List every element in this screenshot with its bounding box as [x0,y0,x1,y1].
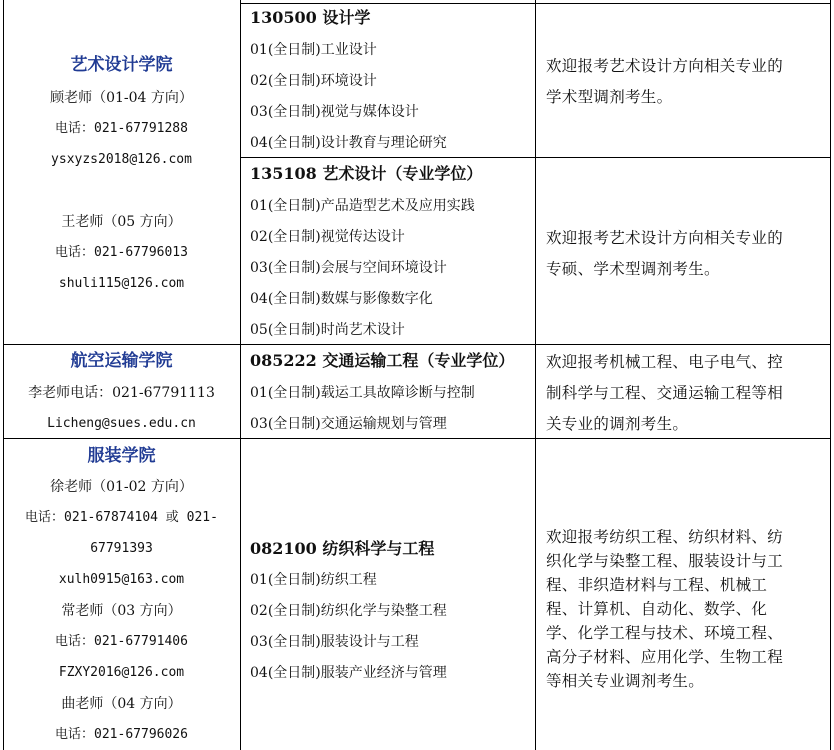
note-line: 欢迎报考艺术设计方向相关专业的 [546,229,784,247]
direction-item: 01(全日制)产品造型艺术及应用实践 [250,198,475,214]
border-top [240,3,831,4]
direction-item: 05(全日制)时尚艺术设计 [250,322,405,338]
note-line: 制科学与工程、交通运输工程等相 [546,384,784,402]
contact-line: 常老师（03 方向） [61,603,182,619]
contact-email: shuli115@126.com [58,276,185,291]
program-title: 085222 交通运输工程（专业学位） [250,351,515,370]
contact-line: 徐老师（01-02 方向） [50,479,193,495]
contact-line: 电话：021-67796026 [55,727,188,742]
contact-line: 李老师电话：021-67791113 [28,385,215,401]
border-col1 [240,0,241,750]
contact-email: FZXY2016@126.com [58,665,185,680]
note-line: 欢迎报考机械工程、电子电气、控 [546,353,784,371]
direction-item: 04(全日制)服装产业经济与管理 [250,665,447,681]
program-title: 082100 纺织科学与工程 [250,539,435,558]
note-line: 关专业的调剂考生。 [546,415,689,433]
contact-line: 王老师（05 方向） [61,214,182,230]
direction-item: 01(全日制)纺织工程 [250,572,377,588]
contact-line: 电话：021-67791288 [55,121,188,136]
contact-line: 电话：021-67791406 [55,634,188,649]
direction-item: 03(全日制)视觉与媒体设计 [250,104,419,120]
note-line: 专硕、学术型调剂考生。 [546,260,720,278]
contact-line: 曲老师（04 方向） [61,696,182,712]
direction-item: 03(全日制)服装设计与工程 [250,634,419,650]
contact-email: Licheng@sues.edu.cn [47,416,196,431]
college-name: 服装学院 [87,446,156,466]
contact-line: 电话：021-67874104 或 021- [25,510,218,525]
direction-item: 03(全日制)交通运输规划与管理 [250,416,447,432]
direction-item: 04(全日制)数媒与影像数字化 [250,291,433,307]
note-line: 程、非织造材料与工程、机械工 [546,576,768,594]
contact-line: 67791393 [90,541,153,556]
college-name: 艺术设计学院 [70,55,173,75]
border-right [830,0,831,750]
contact-line: 电话：021-67796013 [55,245,188,260]
direction-item: 02(全日制)纺织化学与染整工程 [250,603,447,619]
border-row2 [3,438,831,439]
note-line: 织化学与染整工程、服装设计与工 [546,552,784,570]
note-line: 学术型调剂考生。 [546,88,673,106]
note-line: 高分子材料、应用化学、生物工程 [546,648,784,666]
direction-item: 01(全日制)载运工具故障诊断与控制 [250,385,475,401]
note-line: 欢迎报考艺术设计方向相关专业的 [546,57,784,75]
border-col2 [535,0,536,750]
note-line: 学、化学工程与技术、环境工程、 [546,624,784,642]
direction-item: 03(全日制)会展与空间环境设计 [250,260,447,276]
program-title: 135108 艺术设计（专业学位） [250,164,483,183]
border-prog-split [240,157,831,158]
note-line: 欢迎报考纺织工程、纺织材料、纺 [546,528,784,546]
direction-item: 02(全日制)视觉传达设计 [250,229,405,245]
college-name: 航空运输学院 [70,351,173,371]
contact-email: xulh0915@163.com [58,572,185,587]
direction-item: 04(全日制)设计教育与理论研究 [250,135,447,151]
program-title: 130500 设计学 [250,8,371,27]
direction-item: 01(全日制)工业设计 [250,42,377,58]
note-line: 程、计算机、自动化、数学、化 [546,600,768,618]
note-line: 等相关专业调剂考生。 [546,672,705,690]
contact-line: 顾老师（01-04 方向） [50,90,193,106]
border-row1 [3,344,831,345]
contact-email: ysxyzs2018@126.com [51,152,192,167]
direction-item: 02(全日制)环境设计 [250,73,377,89]
